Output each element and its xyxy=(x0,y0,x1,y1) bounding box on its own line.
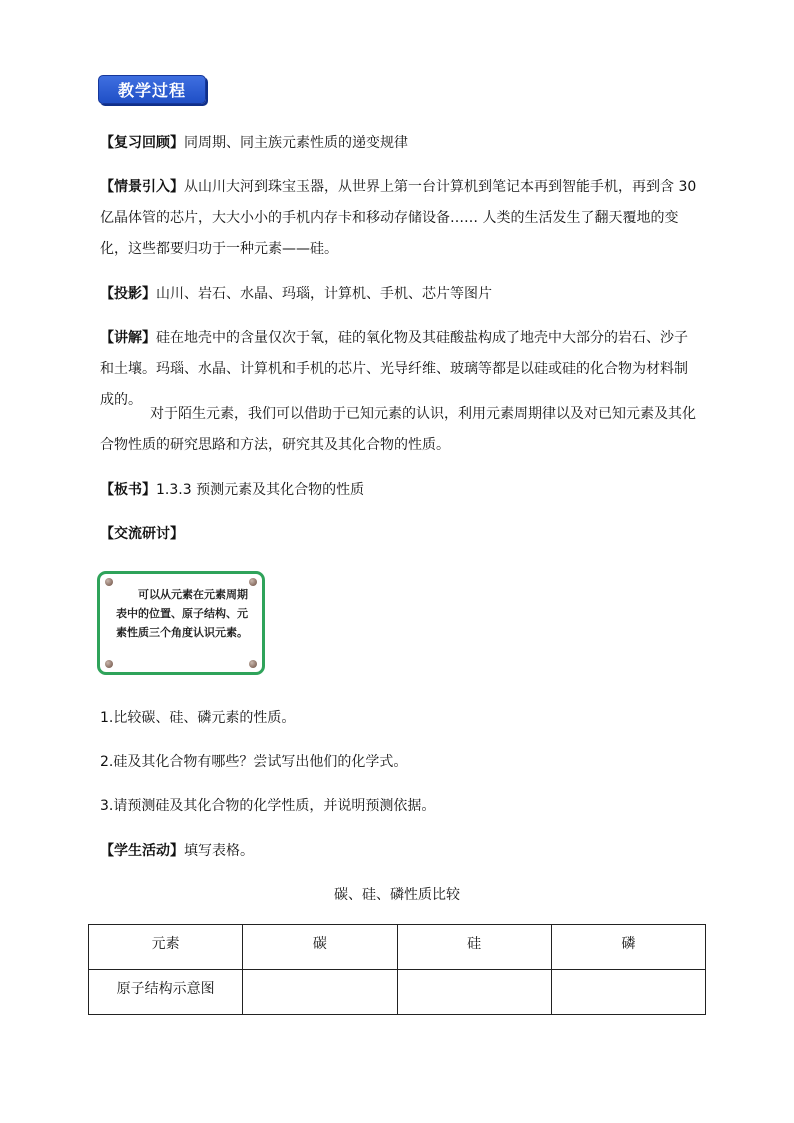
rivet-icon xyxy=(105,660,113,668)
header-cell: 磷 xyxy=(551,925,705,970)
discussion-heading xyxy=(100,519,700,550)
header-cell: 碳 xyxy=(243,925,397,970)
board-text: 1.3.3 预测元素及其化合物的性质 xyxy=(156,482,365,498)
discussion-tag: 【交流研讨】 xyxy=(100,526,184,542)
board-paragraph xyxy=(100,475,700,506)
intro-text: 从山川大河到珠宝玉器，从世界上第一台计算机到笔记本再到智能手机，再到含 30 亿晶体管的芯片，大大小小的手机内存卡和移动存储设备…… 人类的生活发生了翻天覆地的变化，这些都要归功于一种元素——硅。 xyxy=(100,179,697,257)
callout-text: 可以从元素在元素周期表中的位置、原子结构、元素性质三个角度认识元素。 xyxy=(116,588,248,639)
question-2: 2.硅及其化合物有哪些？尝试写出他们的化学式。 xyxy=(100,754,408,770)
comparison-table xyxy=(88,924,706,1015)
header-cell: 硅 xyxy=(397,925,551,970)
activity-paragraph xyxy=(100,836,700,867)
lecture-tag: 【讲解】 xyxy=(100,330,156,346)
projection-paragraph xyxy=(100,279,700,310)
discussion-callout xyxy=(97,571,265,675)
table-cell[interactable] xyxy=(397,970,551,1015)
table-cell[interactable] xyxy=(551,970,705,1015)
table-cell[interactable] xyxy=(243,970,397,1015)
projection-text: 山川、岩石、水晶、玛瑙，计算机、手机、芯片等图片 xyxy=(156,286,492,302)
rivet-icon xyxy=(249,660,257,668)
table-row xyxy=(89,970,706,1015)
intro-tag: 【情景引入】 xyxy=(100,179,184,195)
table-caption: 碳、硅、磷性质比较 xyxy=(334,887,460,903)
intro-paragraph xyxy=(100,172,700,265)
table-header-row xyxy=(89,925,706,970)
header-cell: 元素 xyxy=(89,925,243,970)
rivet-icon xyxy=(105,578,113,586)
lecture-text: 硅在地壳中的含量仅次于氧，硅的氧化物及其硅酸盐构成了地壳中大部分的岩石、沙子和土壤。玛瑙、水晶、计算机和手机的芯片、光导纤维、玻璃等都是以硅或硅的化合物为材料制成的。 xyxy=(100,330,688,408)
board-tag: 【板书】 xyxy=(100,482,156,498)
projection-tag: 【投影】 xyxy=(100,286,156,302)
activity-text: 填写表格。 xyxy=(184,843,254,859)
review-paragraph xyxy=(100,128,700,159)
row-label-cell: 原子结构示意图 xyxy=(89,970,243,1015)
question-1: 1.比较碳、硅、磷元素的性质。 xyxy=(100,710,296,726)
review-text: 同周期、同主族元素性质的递变规律 xyxy=(184,135,408,151)
activity-tag: 【学生活动】 xyxy=(100,843,184,859)
question-3: 3.请预测硅及其化合物的化学性质，并说明预测依据。 xyxy=(100,798,436,814)
section-banner: 教学过程 xyxy=(98,75,206,104)
lecture-continuation: 对于陌生元素，我们可以借助于已知元素的认识，利用元素周期律以及对已知元素及其化合物性质的研究思路和方法，研究其及其化合物的性质。 xyxy=(100,406,696,453)
review-tag: 【复习回顾】 xyxy=(100,135,184,151)
